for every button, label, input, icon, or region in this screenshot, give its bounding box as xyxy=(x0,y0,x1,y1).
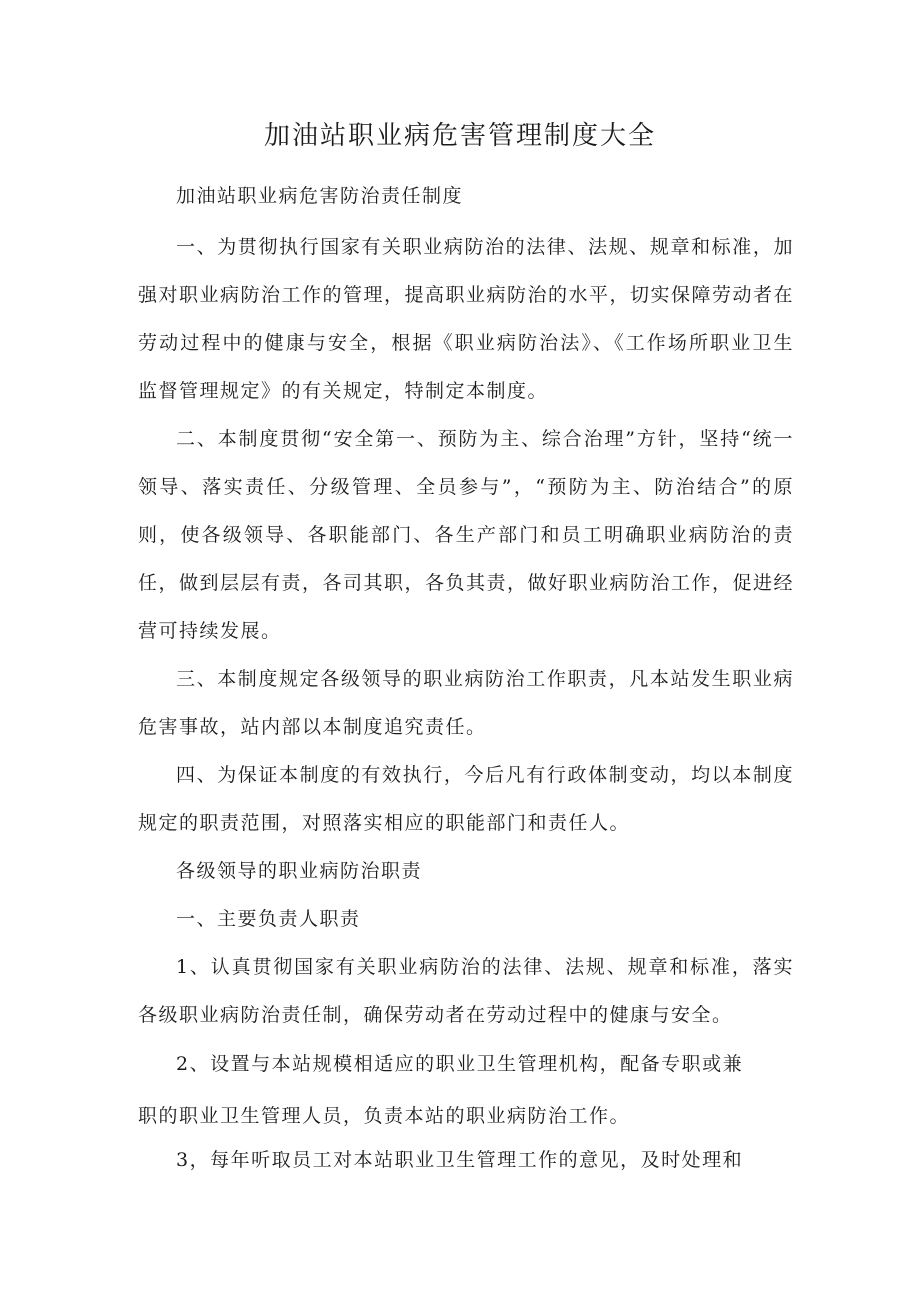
paragraph-3: 三、本制度规定各级领导的职业病防治工作职责，凡本站发生职业病危害事故，站内部以本制度追究责任。 xyxy=(138,668,794,738)
section-heading-responsibility-system: 加油站职业病危害防治责任制度 xyxy=(176,185,464,207)
paragraph-2: 二、本制度贯彻“安全第一、预防为主、综合治理”方针，坚持“统一领导、落实责任、分级管理、全员参与”，“预防为主、防治结合”的原则，使各级领导、各职能部门、各生产部门和员工明确职业病防治的责任，做到层层有责，各司其职，各负其责，做好职业病防治工作，促进经营可持续发展。 xyxy=(138,428,795,642)
subheading-chief-duties: 一、主要负责人职责 xyxy=(176,908,361,930)
list-item-2-line-1: 2、设置与本站规模相适应的职业卫生管理机构，配备专职或兼 xyxy=(176,1053,744,1075)
list-item-1: 1、认真贯彻国家有关职业病防治的法律、法规、规章和标准，落实各级职业病防治责任制，确保劳动者在劳动过程中的健康与安全。 xyxy=(138,956,794,1026)
document-title: 加油站职业病危害管理制度大全 xyxy=(263,121,656,151)
paragraph-4: 四、为保证本制度的有效执行，今后凡有行政体制变动，均以本制度规定的职责范围，对照落实相应的职能部门和责任人。 xyxy=(138,764,794,834)
paragraph-1: 一、为贯彻执行国家有关职业病防治的法律、法规、规章和标准，加强对职业病防治工作的管理，提高职业病防治的水平，切实保障劳动者在劳动过程中的健康与安全，根据《职业病防治法》、《工作场所职业卫生监督管理规定》的有关规定，特制定本制度。 xyxy=(138,236,795,402)
section-heading-leader-duties: 各级领导的职业病防治职责 xyxy=(176,860,423,882)
list-item-3-line-1: 3，每年听取员工对本站职业卫生管理工作的意见，及时处理和 xyxy=(176,1149,744,1171)
list-item-2-line-2: 职的职业卫生管理人员，负责本站的职业病防治工作。 xyxy=(138,1105,631,1127)
